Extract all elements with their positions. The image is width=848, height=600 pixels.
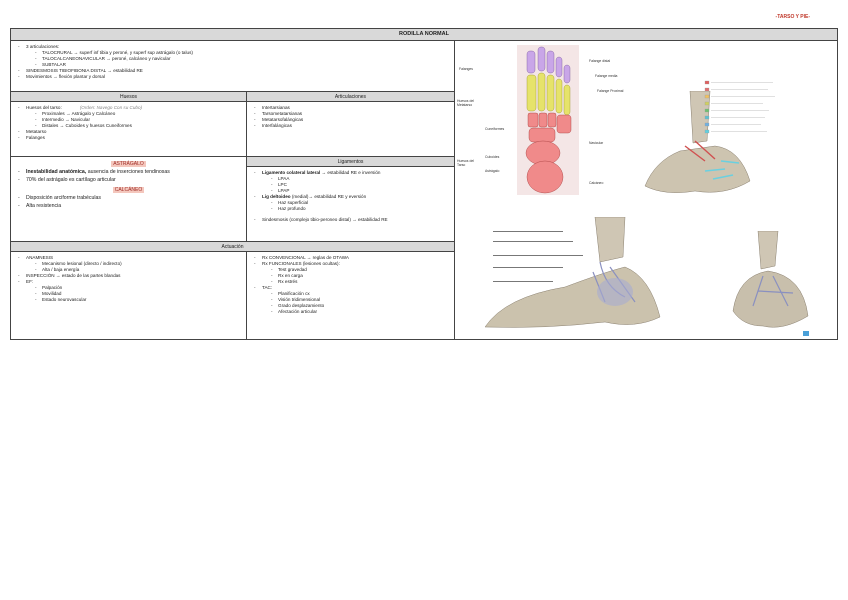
ef-item: - Palpación: [34, 285, 240, 291]
rx-convencional: - Rx CONVENCIONAL → reglas de OTAWA: [253, 255, 448, 261]
articulacion-item: - Tarsometatarsianas: [253, 111, 448, 117]
astragalo-item: - 70% del astrágalo es cartílago articular: [17, 176, 240, 184]
label-falanges: Falanges: [459, 67, 473, 71]
intro-section: [11, 41, 454, 91]
label-falange-distal: Falange distal: [589, 59, 611, 63]
label-calcaneo: Calcáneo: [589, 181, 604, 185]
ef-item: - Movilidad: [34, 291, 240, 297]
calcaneo-title: CALCÁNEO: [114, 187, 143, 193]
anamnesis-item: - Mecanismo lesional (directo / indirecto): [34, 261, 240, 267]
intro-item: - Movimientos → flexión plantar y dorsal: [17, 74, 448, 80]
ligamento-deltoideo: - Lig deltoideo (medial)→ estabilidad RE y eversión - Haz superficial - Haz profundo: [253, 194, 448, 212]
illustrations-panel: [454, 41, 838, 339]
ligamentos-header: Ligamentos: [246, 156, 454, 167]
articulaciones-section: [247, 102, 454, 156]
huesos-section: [11, 102, 246, 156]
medial-ankle-illustration: [485, 217, 675, 337]
label-cuboides: Cuboides: [485, 155, 500, 159]
label-tarso: Huesos del Tarso: [457, 159, 474, 167]
corner-tag: -TARSO Y PIE-: [775, 14, 810, 20]
astragalo-item: - Inestabilidad anatómica, ausencia de inserciones tendinosas: [17, 168, 240, 176]
ligamento-sub-item: - LPAP: [270, 188, 448, 194]
astragalo-title: ASTRÁGALO: [113, 161, 144, 167]
label-astragalo: Astrágalo: [485, 169, 500, 173]
text-column: [11, 41, 454, 339]
astragalo-calcaneo-section: [11, 156, 246, 242]
anamnesis-item: - Alta / baja energía: [34, 267, 240, 273]
huesos-item: - Metatarso: [17, 129, 240, 135]
huesos-header: Huesos: [11, 91, 246, 102]
actuacion-header: Actuación: [11, 241, 454, 252]
calcaneo-item: - Disposición arciforme trabéculas: [17, 194, 240, 202]
articulaciones-header: Articulaciones: [246, 91, 454, 102]
ligamentos-section: [247, 167, 454, 242]
rx-funcionales: Rx FUNCIONALES (lesiones ocultas):: [262, 261, 340, 266]
tac-item: - Grado desplazamiento: [270, 303, 448, 309]
articulacion-item: - Metatarsofalángicas: [253, 117, 448, 123]
ligamento-sindesmosis: - Sindesmosis (complejo tibio-peroneo distal) → estabilidad RE: [253, 217, 448, 223]
summary-sheet: [10, 28, 838, 340]
ligamento-lateral: - Ligamento colateral lateral → estabilidad RE e inversión - LPAA - LPC - LPAP: [253, 170, 448, 194]
huesos-tarso-label: Huesos del tarso:: [26, 105, 62, 110]
calcaneo-item: - Alta resistencia: [17, 202, 240, 210]
intro-label: 3 articulaciones:: [26, 44, 60, 49]
ligamento-sub-item: - Haz superficial: [270, 200, 448, 206]
label-cuneiformes: Cuneiformes: [485, 127, 505, 131]
tac-item: - Planificación cx: [270, 291, 448, 297]
huesos-note: (Orden: Navego Con su Cubo): [79, 105, 143, 110]
rx-item: - Rx en carga: [270, 273, 448, 279]
posterior-ankle-illustration: [723, 231, 813, 331]
leader-line: [493, 241, 573, 242]
label-metatarso: Huesos del Metatarso: [457, 99, 474, 107]
huesos-sub-item: - Proximales → Astrágalo y Calcáneo: [34, 111, 240, 117]
huesos-item: - Falanges: [17, 135, 240, 141]
ligamento-sub-item: - Haz profundo: [270, 206, 448, 212]
actuacion-left: [11, 252, 246, 339]
leader-line: [493, 281, 553, 282]
inspeccion-item: - INSPECCIÓN → estado de las partes blandas: [17, 273, 240, 279]
huesos-sub-item: - Distales → Cuboides y huesos Cuneiformes: [34, 123, 240, 129]
corner-badge-icon: [803, 331, 809, 336]
sheet-title: RODILLA NORMAL: [11, 29, 837, 41]
ligament-legend: [703, 79, 803, 149]
tac-item: - Afectación articular: [270, 309, 448, 315]
rx-item: - Test gravedad: [270, 267, 448, 273]
leader-line: [493, 267, 563, 268]
intro-sub-item: - TALOCALCANEONAVICULAR → peroné, calcáneo y navicular: [34, 56, 448, 62]
tac-label: TAC:: [262, 285, 273, 290]
ef-item: - Estado neurovascular: [34, 297, 240, 303]
ligamento-sub-item: - LPC: [270, 182, 448, 188]
label-navicular: Navicular: [589, 141, 604, 145]
ligamento-sub-item: - LPAA: [270, 176, 448, 182]
leader-line: [493, 255, 583, 256]
intro-sub-item: - TALOCRURAL → superf inf tibia y peroné, y superf sup astrágalo (o talus): [34, 50, 448, 56]
articulacion-item: - Intertarsianas: [253, 105, 448, 111]
intro-sub-item: - SUBTALAR: [34, 62, 448, 68]
tac-item: - Visión tridimensional: [270, 297, 448, 303]
articulacion-item: - Interfalángicas: [253, 123, 448, 129]
label-falange-media: Falange media: [595, 74, 618, 78]
foot-bones-illustration: [483, 45, 613, 197]
huesos-sub-item: - Intermedio → Navicular: [34, 117, 240, 123]
anamnesis-label: ANAMNESIS: [26, 255, 54, 260]
intro-item: - SINDESMOSIS TIBIOFIBONIA DISTAL → estabilidad RE: [17, 68, 448, 74]
rx-item: - Rx estrés: [270, 279, 448, 285]
ef-label: EF:: [26, 279, 34, 284]
label-falange-proximal: Falange Proximal: [597, 89, 624, 93]
leader-line: [493, 231, 563, 232]
actuacion-right: [247, 252, 454, 339]
